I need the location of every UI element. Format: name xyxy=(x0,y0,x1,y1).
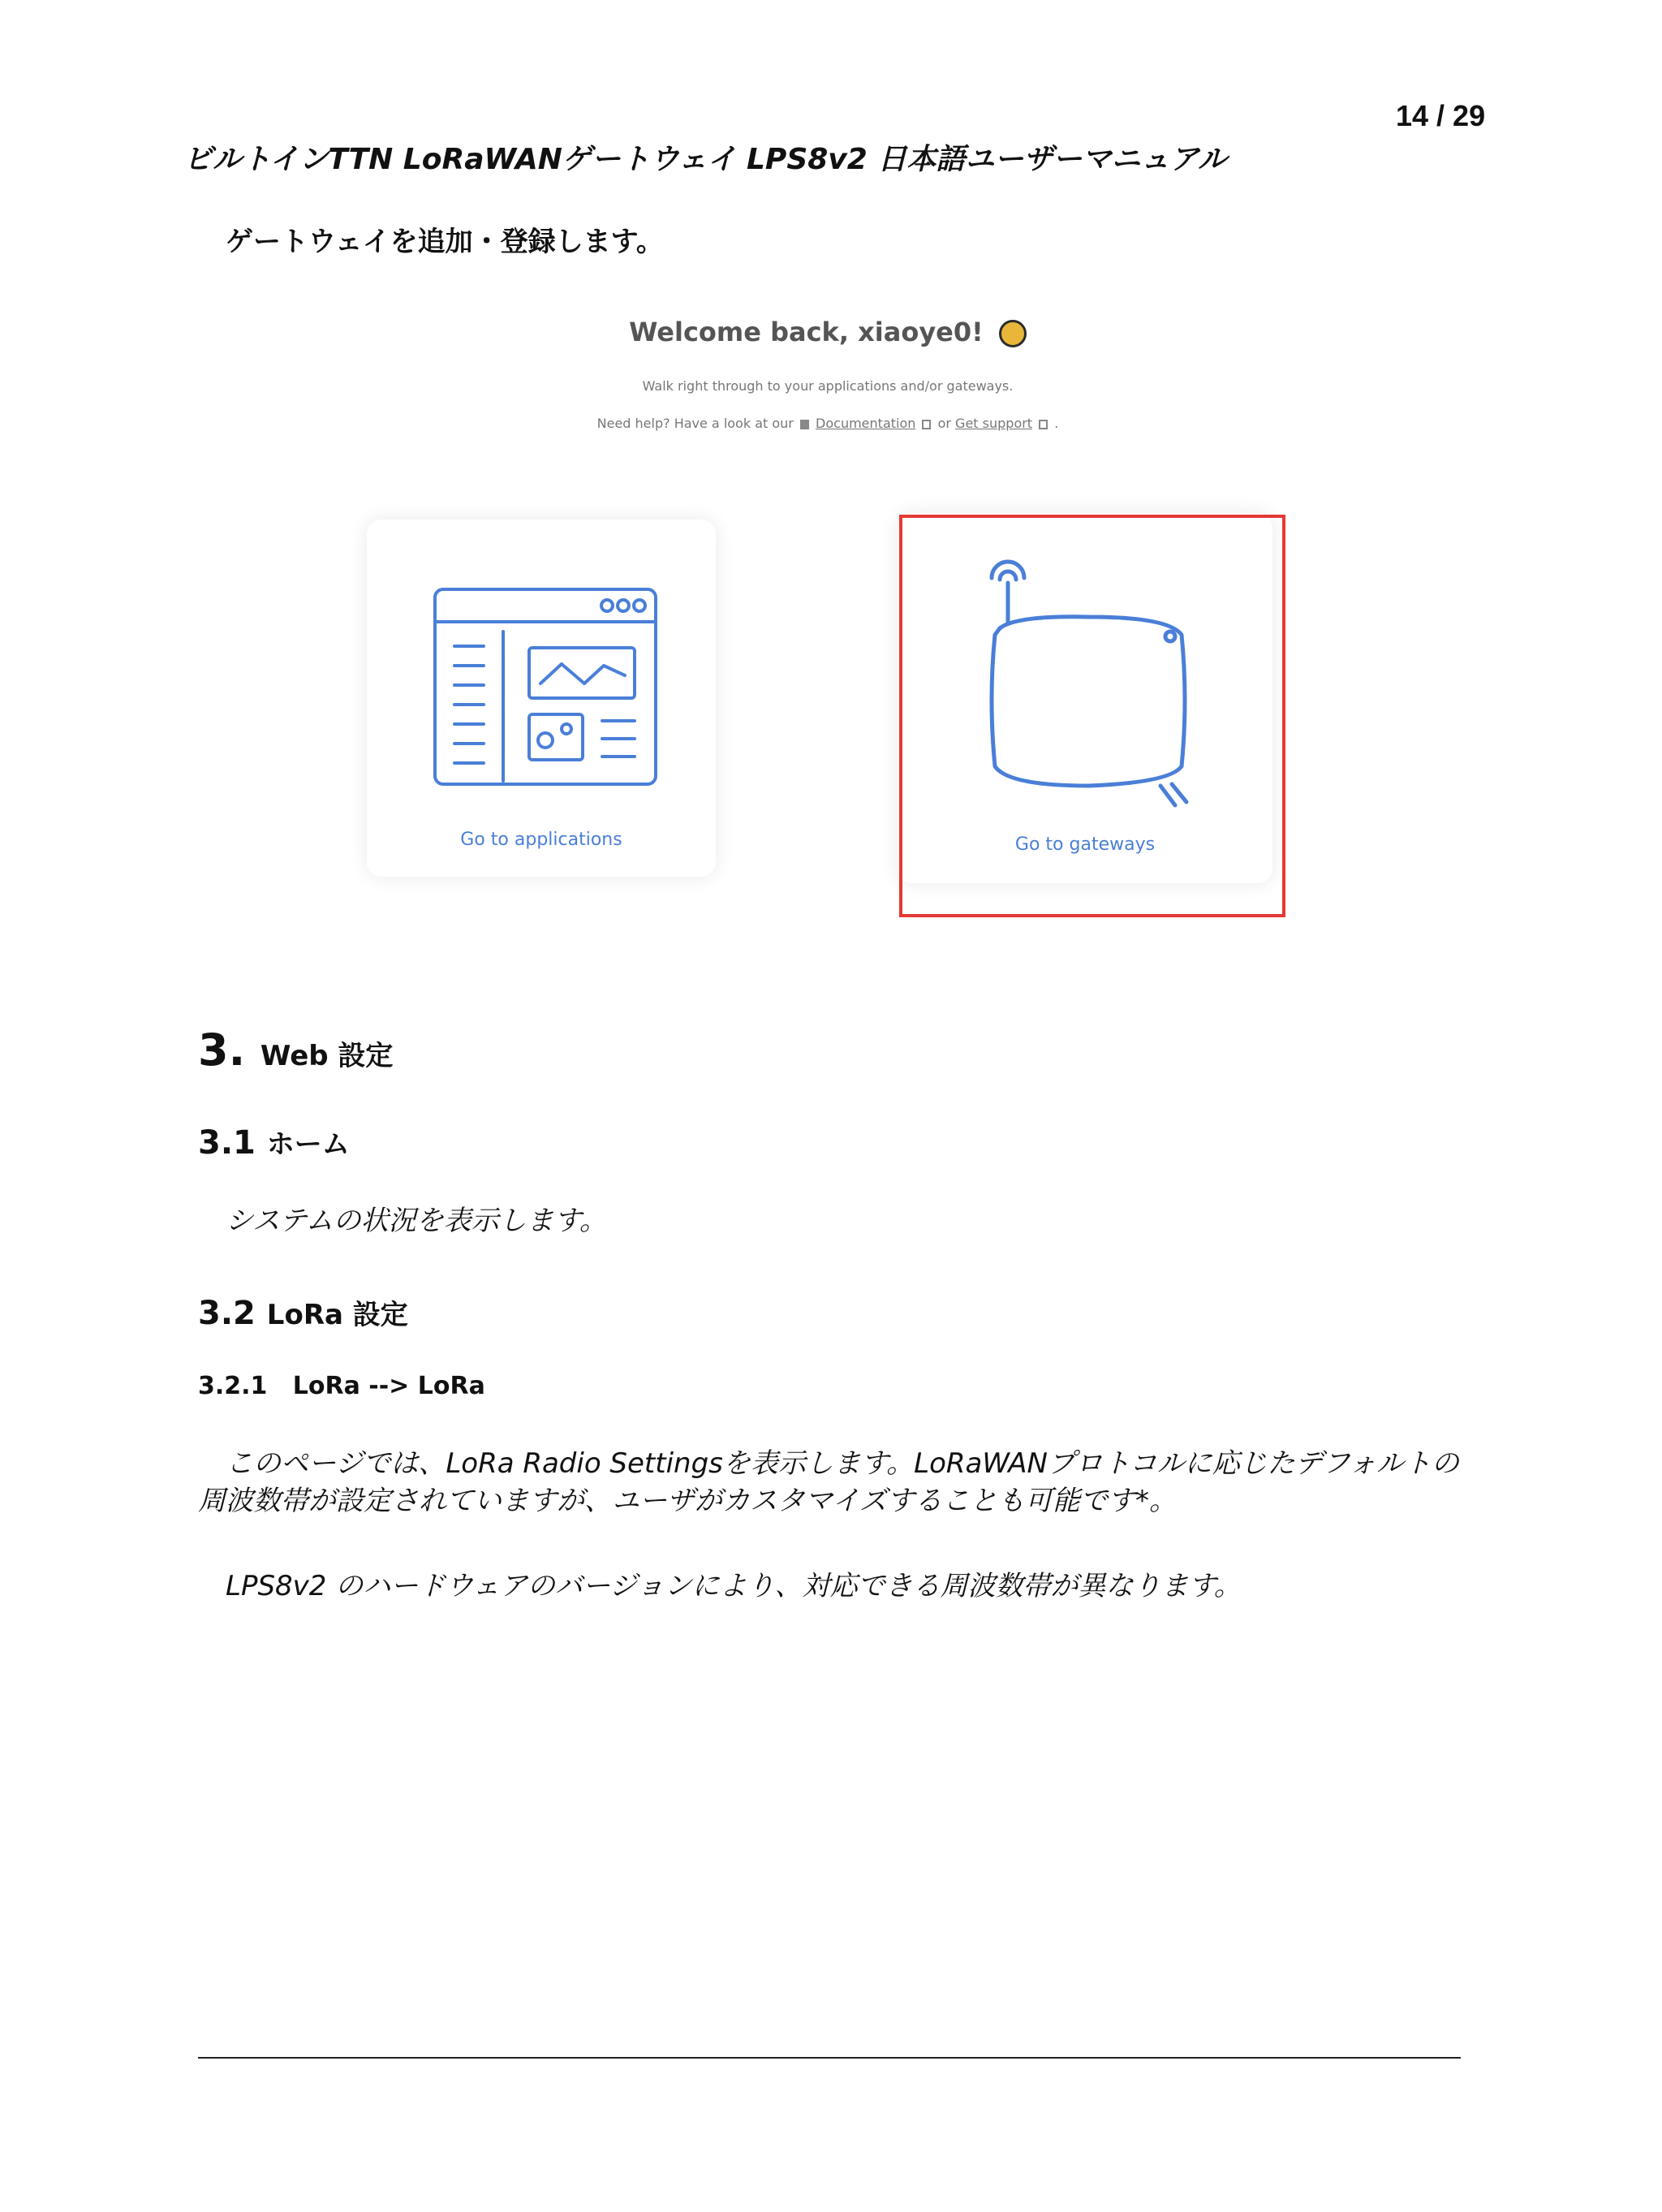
help-prefix: Need help? Have a look at our xyxy=(596,416,794,431)
hardware-version-note: LPS8v2 のハードウェアのバージョンにより、対応できる周波数帯が異なります。 xyxy=(226,1570,1242,1602)
footer-divider xyxy=(198,2057,1461,2059)
external-link-icon xyxy=(1039,420,1048,429)
documentation-link[interactable]: Documentation xyxy=(816,416,916,431)
section-3-2-number: 3.2 xyxy=(198,1295,256,1332)
welcome-text: Welcome back, xiaoye0! xyxy=(629,317,984,347)
go-to-applications-label: Go to applications xyxy=(460,830,622,850)
application-window-icon xyxy=(432,586,659,789)
external-link-icon xyxy=(922,420,931,429)
section-3-1-title: ホーム xyxy=(266,1128,350,1161)
section-3-1-heading xyxy=(198,1122,350,1162)
home-description: システムの状況を表示します。 xyxy=(226,1205,607,1237)
section-3-2-title: LoRa 設定 xyxy=(266,1299,408,1331)
waving-hand-icon xyxy=(999,320,1027,347)
section-3-2-heading xyxy=(198,1292,408,1332)
gateways-highlight-box xyxy=(899,515,1285,917)
help-period: . xyxy=(1054,416,1059,431)
document-title: ビルトインTTN LoRaWANゲートウェイ LPS8v2 日本語ユーザーマニュアル xyxy=(183,143,1227,176)
section-3-heading xyxy=(198,1024,393,1076)
section-3-1-number: 3.1 xyxy=(198,1124,256,1162)
welcome-heading xyxy=(357,317,1298,347)
book-icon xyxy=(800,420,809,429)
section-3-title: Web 設定 xyxy=(260,1040,394,1072)
page-number: 14 / 29 xyxy=(1396,99,1486,132)
section-3-2-1-heading: 3.2.1 LoRa --> LoRa xyxy=(198,1372,485,1400)
welcome-subtitle: Walk right through to your applications and/or gateways. xyxy=(642,378,1014,394)
intro-text: ゲートウェイを追加・登録します。 xyxy=(226,226,664,258)
lora-description-text: このページでは、LoRa Radio Settingsを表示します。LoRaWANプロトコルに応じたデフォルトの周波数帯が設定されていますが、ユーザがカスタマイズすることも可能です*。 xyxy=(198,1447,1459,1517)
help-line xyxy=(357,416,1298,431)
go-to-applications-card[interactable] xyxy=(367,520,716,877)
go-to-gateways-label: Go to gateways xyxy=(1014,834,1156,855)
help-or: or xyxy=(937,416,951,431)
lora-description xyxy=(198,1445,1464,1520)
section-3-number: 3. xyxy=(198,1024,246,1076)
support-link[interactable]: Get support xyxy=(955,416,1033,431)
